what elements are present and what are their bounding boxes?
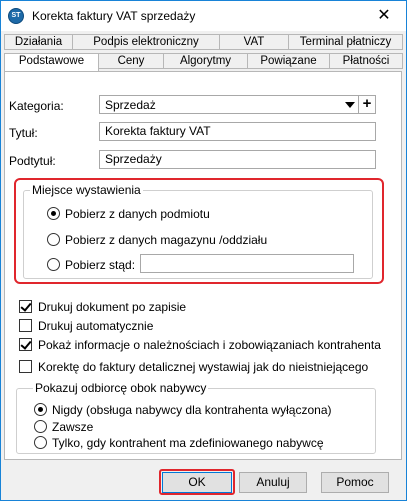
checkbox-korekte-detaliczna-label: Korektę do faktury detalicznej wystawiaj jak do nieistniejącego	[38, 360, 369, 374]
checkbox-drukuj-automatycznie[interactable]	[19, 319, 32, 332]
tab-podstawowe[interactable]: Podstawowe	[4, 53, 99, 71]
radio-pobierz-stad[interactable]	[47, 258, 60, 271]
add-kategoria-button[interactable]: +	[358, 95, 376, 114]
radio-pobierz-z-magazynu-label: Pobierz z danych magazynu /oddziału	[65, 233, 268, 247]
tab-dzialania[interactable]: Działania	[4, 34, 73, 50]
tab-strip	[4, 34, 403, 72]
checkbox-pokaz-informacje-label: Pokaż informacje o należnościach i zobowiązaniach kontrahenta	[38, 338, 381, 352]
radio-tylko-gdy-label: Tylko, gdy kontrahent ma zdefiniowanego nabywcę	[52, 436, 324, 450]
checkbox-drukuj-automatycznie-label: Drukuj automatycznie	[38, 319, 154, 333]
title-bar[interactable]	[1, 1, 406, 31]
podtytul-field[interactable]: Sprzedaży	[99, 150, 376, 169]
tytul-label: Tytuł:	[9, 126, 38, 140]
tab-ceny[interactable]: Ceny	[98, 53, 164, 69]
radio-pobierz-z-podmiotu[interactable]	[47, 207, 60, 220]
podtytul-label: Podtytuł:	[9, 154, 56, 168]
window-title: Korekta faktury VAT sprzedaży	[32, 9, 196, 23]
help-button[interactable]: Pomoc	[321, 472, 389, 493]
radio-pobierz-z-podmiotu-label: Pobierz z danych podmiotu	[65, 207, 210, 221]
cancel-button[interactable]: Anuluj	[239, 472, 307, 493]
radio-zawsze-label: Zawsze	[52, 420, 94, 434]
tab-podpis-elektroniczny[interactable]: Podpis elektroniczny	[72, 34, 220, 50]
checkbox-korekte-detaliczna[interactable]	[19, 360, 32, 373]
checkbox-drukuj-po-zapisie[interactable]	[19, 300, 32, 313]
tab-vat[interactable]: VAT	[219, 34, 289, 50]
radio-nigdy-label: Nigdy (obsługa nabywcy dla kontrahenta wyłączona)	[52, 403, 332, 417]
radio-pobierz-z-magazynu[interactable]	[47, 233, 60, 246]
radio-tylko-gdy[interactable]	[34, 436, 47, 449]
radio-zawsze[interactable]	[34, 420, 47, 433]
app-icon: ST	[8, 8, 24, 24]
radio-pobierz-stad-label: Pobierz stąd:	[65, 258, 136, 272]
radio-nigdy[interactable]	[34, 403, 47, 416]
checkbox-pokaz-informacje[interactable]	[19, 338, 32, 351]
kategoria-select[interactable]	[99, 95, 359, 114]
miejsce-wystawienia-title: Miejsce wystawienia	[32, 183, 141, 197]
tab-panel-podstawowe	[4, 71, 402, 460]
pobierz-stad-field[interactable]	[140, 254, 354, 273]
close-icon[interactable]: ✕	[377, 7, 391, 24]
tab-platnosci[interactable]: Płatności	[329, 53, 403, 69]
checkbox-drukuj-po-zapisie-label: Drukuj dokument po zapisie	[38, 300, 187, 314]
kategoria-value: Sprzedaż	[105, 98, 156, 112]
tytul-field[interactable]: Korekta faktury VAT	[99, 122, 376, 141]
tab-powiazane[interactable]: Powiązane	[247, 53, 330, 69]
tab-algorytmy[interactable]: Algorytmy	[163, 53, 248, 69]
pokazuj-odbiorce-title: Pokazuj odbiorcę obok nabywcy	[35, 381, 207, 395]
chevron-down-icon	[345, 102, 355, 108]
ok-button[interactable]: OK	[162, 472, 232, 493]
tab-terminal-platniczy[interactable]: Terminal płatniczy	[288, 34, 403, 50]
kategoria-label: Kategoria:	[9, 99, 64, 113]
button-bar	[1, 462, 406, 500]
